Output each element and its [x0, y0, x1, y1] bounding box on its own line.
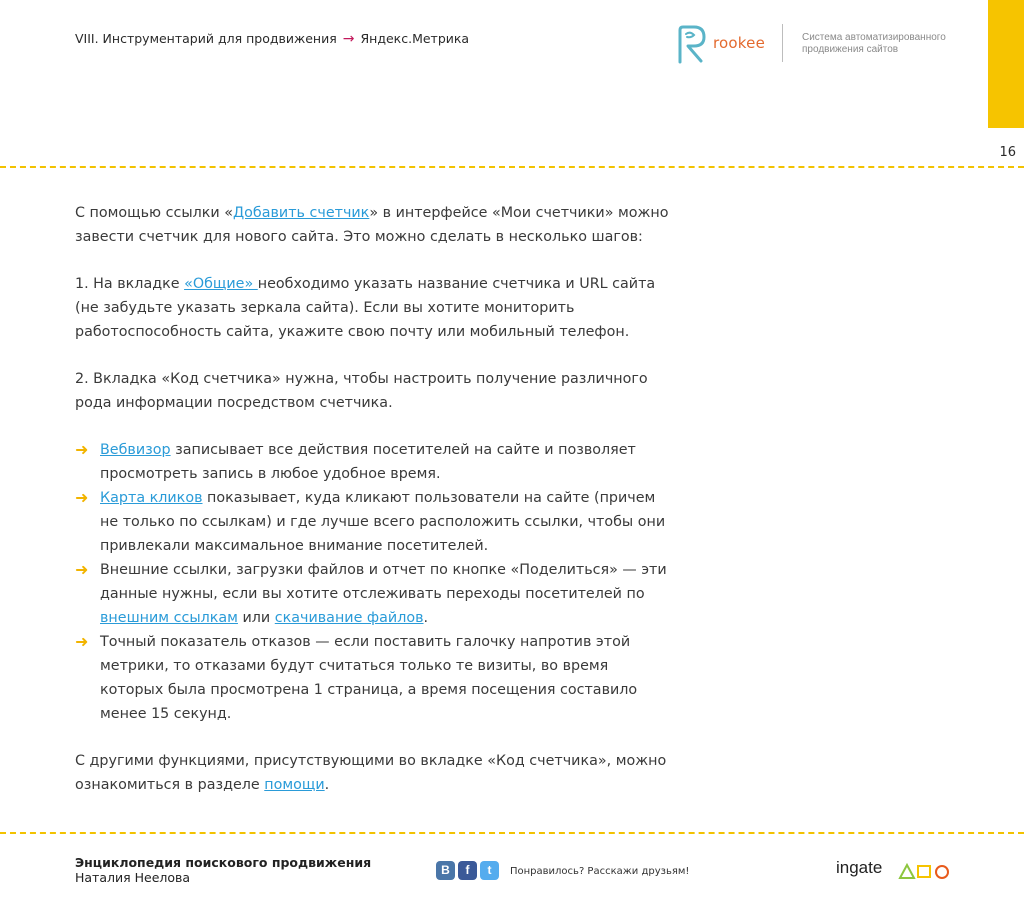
text: С помощью ссылки « — [75, 205, 233, 221]
text: или — [237, 610, 275, 626]
book-author: Наталия Неелова — [75, 870, 191, 885]
text: . — [324, 777, 330, 793]
text: . — [423, 610, 429, 626]
arrow-right-icon: ➜ — [75, 560, 89, 579]
text: необходимо указать название счетчика и URL сайта (не забудьте указать зеркала сайта). Если вы хотите мониторить работоспособность сайта, укажите свою почту или мобильный телефон. — [75, 276, 656, 340]
list-item — [75, 630, 675, 726]
facebook-icon[interactable]: f — [458, 861, 477, 880]
book-title: Энциклопедия поискового продвижения — [75, 855, 372, 870]
help-link[interactable]: помощи — [264, 777, 325, 793]
share-prompt: Понравилось? Расскажи друзьям! — [510, 866, 690, 877]
add-counter-link[interactable]: Добавить счетчик — [233, 205, 370, 221]
paragraph-step-2: 2. Вкладка «Код счетчика» нужна, чтобы настроить получение различного рода информации посредством счетчика. — [75, 371, 648, 411]
ingate-logo-text: ingate — [836, 858, 883, 877]
arrow-right-icon: ➜ — [75, 488, 89, 507]
file-downloads-link[interactable]: скачивание файлов — [274, 610, 424, 626]
ingate-logo-icon — [898, 862, 952, 880]
arrow-right-icon: ➜ — [75, 632, 89, 651]
spacer — [75, 726, 675, 749]
breadcrumb-section: VIII. Инструментарий для продвижения — [75, 31, 337, 46]
text: Точный показатель отказов — если поставить галочку напротив этой метрики, то отказами будут считаться только те визиты, во время которых была просмотрена 1 страница, а время посещения составило менее 15 секунд. — [100, 634, 638, 722]
social-share-buttons — [436, 861, 499, 880]
rookee-logo-text: rookee — [713, 34, 766, 52]
webvisor-link[interactable]: Вебвизор — [100, 442, 171, 458]
rookee-logo-icon — [674, 24, 710, 64]
breadcrumb — [75, 31, 469, 47]
vk-icon[interactable]: В — [436, 861, 455, 880]
text: Внешние ссылки, загрузки файлов и отчет по кнопке «Поделиться» — эти данные нужны, если вы хотите отслеживать переходы посетителей по — [100, 562, 667, 602]
arrow-right-icon: ➜ — [75, 440, 89, 459]
text: записывает все действия посетителей на сайте и позволяет просмотреть запись в любое удобное время. — [100, 442, 636, 482]
text: » в интерфейсе «Мои счетчики» можно завести счетчик для нового сайта. Это можно сделать в несколько шагов: — [75, 205, 669, 245]
spacer — [75, 344, 675, 367]
rookee-tagline: Система автоматизированного продвижения сайтов — [802, 32, 946, 55]
paragraph-intro — [75, 201, 675, 249]
text: С другими функциями, присутствующими во вкладке «Код счетчика», можно ознакомиться в разделе — [75, 753, 667, 793]
paragraph-step-1 — [75, 272, 675, 344]
text: показывает, куда кликают пользователи на сайте (причем не только по ссылкам) и где лучше всего расположить ссылки, чтобы они привлекали максимальное внимание посетителей. — [100, 490, 666, 554]
external-links-link[interactable]: внешним ссылкам — [100, 610, 238, 626]
list-item — [75, 438, 675, 486]
page-number: 16 — [999, 145, 1016, 160]
arrow-right-icon: → — [342, 31, 355, 47]
logo-divider — [782, 24, 783, 62]
text: 1. На вкладке — [75, 276, 185, 292]
breadcrumb-subsection: Яндекс.Метрика — [360, 31, 470, 46]
list-item — [75, 486, 675, 558]
spacer — [75, 415, 675, 438]
top-divider — [0, 166, 1024, 168]
click-map-link[interactable]: Карта кликов — [100, 490, 203, 506]
spacer — [75, 249, 675, 272]
bottom-divider — [0, 832, 1024, 834]
page-tab-marker — [988, 0, 1024, 128]
twitter-icon[interactable]: t — [480, 861, 499, 880]
list-item — [75, 558, 675, 630]
general-tab-link[interactable]: «Общие» — [184, 276, 258, 292]
paragraph-help — [75, 749, 675, 797]
article-body — [75, 201, 675, 797]
